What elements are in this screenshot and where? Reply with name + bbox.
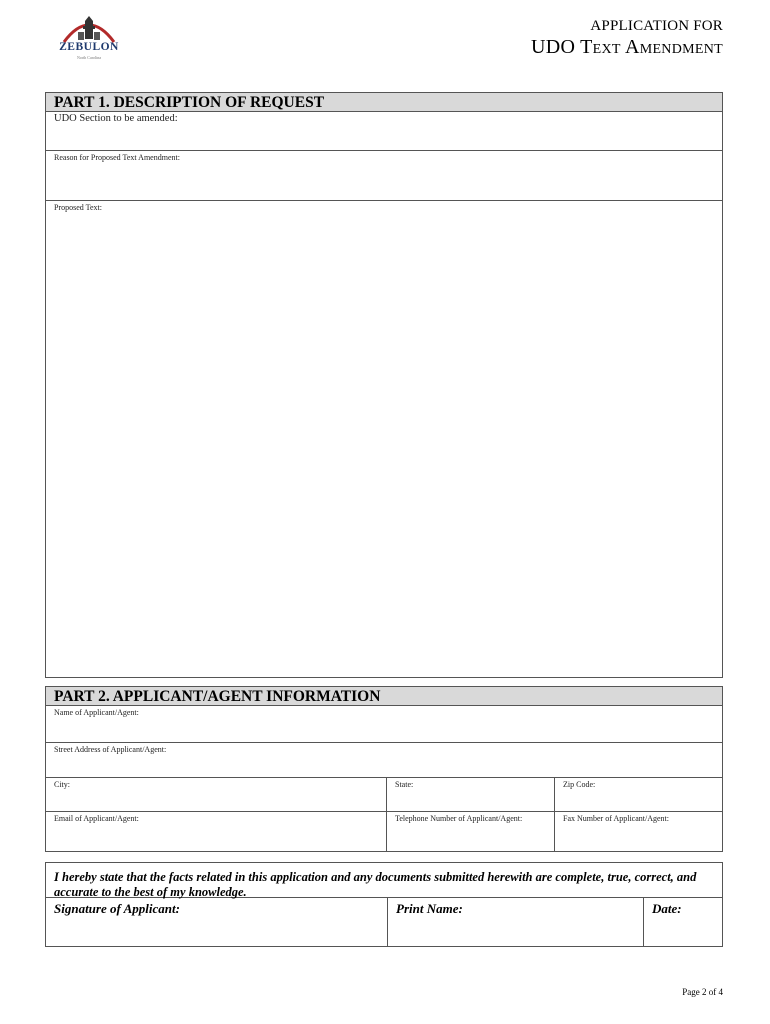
form-title-line1: APPLICATION FOR bbox=[590, 18, 723, 34]
fax-label: Fax Number of Applicant/Agent: bbox=[563, 814, 669, 823]
town-seal-icon bbox=[56, 14, 122, 44]
telephone-field[interactable] bbox=[386, 812, 554, 851]
date-label: Date: bbox=[652, 901, 682, 916]
zip-field[interactable] bbox=[554, 778, 722, 811]
part2-title: PART 2. APPLICANT/AGENT INFORMATION bbox=[46, 687, 722, 706]
print-name-field[interactable] bbox=[387, 898, 643, 946]
logo-wordmark: ZEBULON bbox=[59, 41, 119, 53]
zip-label: Zip Code: bbox=[563, 780, 596, 789]
part1-title: PART 1. DESCRIPTION OF REQUEST bbox=[46, 93, 722, 112]
city-label: City: bbox=[54, 780, 71, 789]
email-label: Email of Applicant/Agent: bbox=[54, 814, 139, 823]
signature-row bbox=[46, 898, 722, 946]
signature-field[interactable] bbox=[46, 898, 387, 946]
certification-section bbox=[45, 862, 723, 947]
part2-section bbox=[45, 686, 723, 852]
email-field[interactable] bbox=[46, 812, 386, 851]
street-address-label: Street Address of Applicant/Agent: bbox=[54, 745, 167, 754]
reason-label: Reason for Proposed Text Amendment: bbox=[54, 153, 180, 162]
state-label: State: bbox=[395, 780, 414, 789]
city-state-zip-row bbox=[46, 778, 722, 812]
proposed-text-label: Proposed Text: bbox=[54, 203, 102, 212]
udo-section-label: UDO Section to be amended: bbox=[54, 113, 178, 124]
zebulon-logo bbox=[56, 14, 122, 64]
reason-field[interactable] bbox=[46, 151, 722, 201]
fax-field[interactable] bbox=[554, 812, 722, 851]
udo-section-field[interactable] bbox=[46, 112, 722, 151]
certification-statement: I hereby state that the facts related in this application and any documents submitted herewith are complete, true, correct, and accurate to the best of my knowledge. bbox=[46, 863, 722, 898]
telephone-label: Telephone Number of Applicant/Agent: bbox=[395, 814, 523, 823]
applicant-name-label: Name of Applicant/Agent: bbox=[54, 708, 139, 717]
street-address-field[interactable] bbox=[46, 743, 722, 778]
applicant-name-field[interactable] bbox=[46, 706, 722, 743]
city-field[interactable] bbox=[46, 778, 386, 811]
logo-subtitle: North Carolina bbox=[76, 55, 102, 60]
signature-label: Signature of Applicant: bbox=[54, 901, 180, 916]
form-title-line2: UDO Text Amendment bbox=[530, 36, 723, 58]
state-field[interactable] bbox=[386, 778, 554, 811]
contact-row bbox=[46, 812, 722, 851]
proposed-text-field[interactable] bbox=[46, 201, 722, 677]
page-number: Page 2 of 4 bbox=[682, 987, 723, 997]
part1-section bbox=[45, 92, 723, 678]
date-field[interactable] bbox=[643, 898, 722, 946]
print-name-label: Print Name: bbox=[396, 901, 463, 916]
